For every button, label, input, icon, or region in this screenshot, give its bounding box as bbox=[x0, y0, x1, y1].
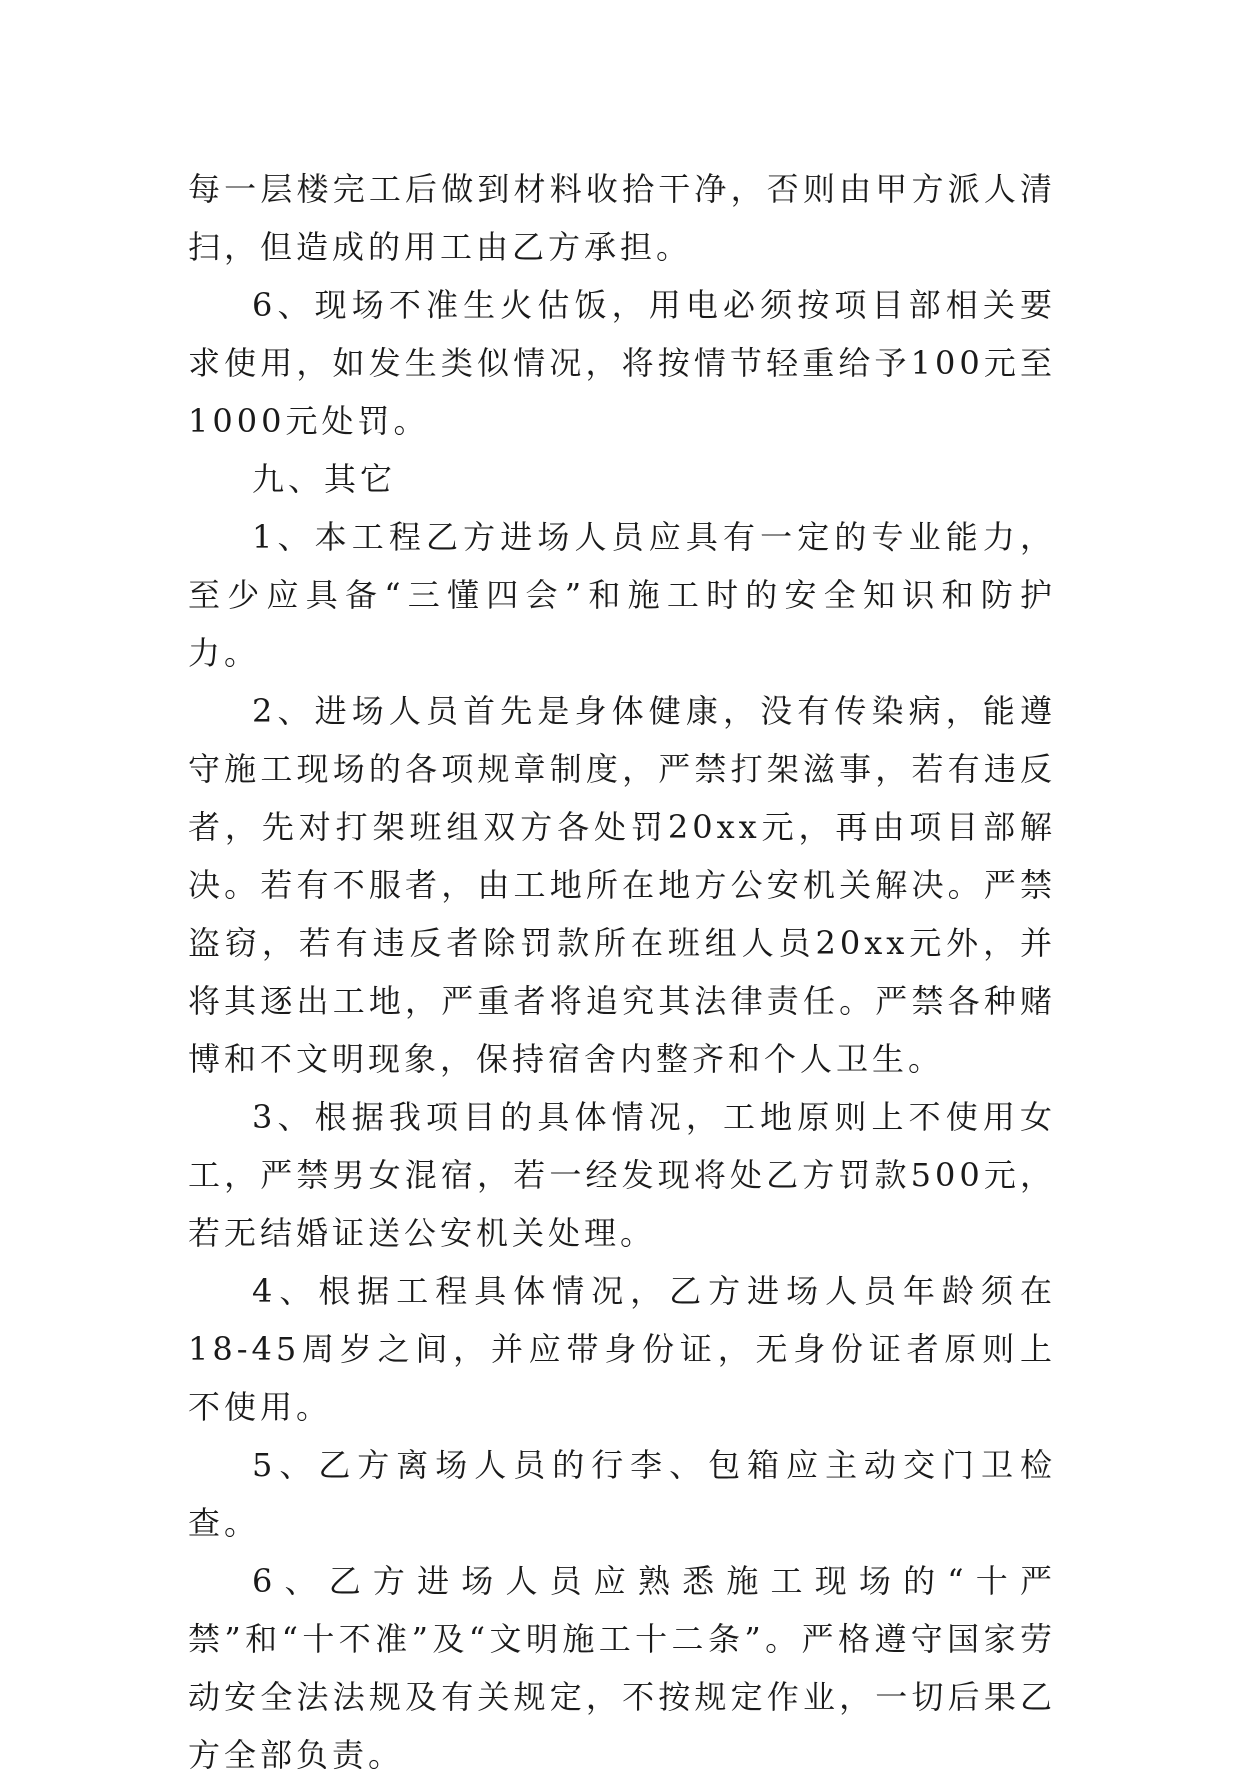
paragraph-item-6-fire: 6、现场不准生火估饭，用电必须按项目部相关要求使用，如发生类似情况，将按情节轻重给予100元至1000元处罚。 bbox=[188, 286, 1056, 440]
paragraph-continuation: 每一层楼完工后做到材料收拾干净，否则由甲方派人清扫，但造成的用工由乙方承担。 bbox=[188, 170, 1056, 266]
paragraph-item-4: 4、根据工程具体情况，乙方进场人员年龄须在18-45周岁之间，并应带身份证，无身份证者原则上不使用。 bbox=[188, 1272, 1056, 1426]
document-body bbox=[188, 160, 1056, 1784]
section-heading-other: 九、其它 bbox=[252, 460, 397, 498]
paragraph-item-3: 3、根据我项目的具体情况，工地原则上不使用女工，严禁男女混宿，若一经发现将处乙方罚款500元，若无结婚证送公安机关处理。 bbox=[188, 1098, 1056, 1252]
paragraph-item-2: 2、进场人员首先是身体健康，没有传染病，能遵守施工现场的各项规章制度，严禁打架滋事，若有违反者，先对打架班组双方各处罚20xx元，再由项目部解决。若有不服者，由工地所在地方公安机关解决。严禁盗窃，若有违反者除罚款所在班组人员20xx元外，并将其逐出工地，严重者将追究其法律责任。严禁各种赌博和不文明现象，保持宿舍内整齐和个人卫生。 bbox=[188, 692, 1056, 1078]
paragraph-item-5: 5、乙方离场人员的行李、包箱应主动交门卫检查。 bbox=[188, 1446, 1056, 1542]
paragraph-item-6: 6、乙方进场人员应熟悉施工现场的“十严禁”和“十不准”及“文明施工十二条”。严格遵守国家劳动安全法法规及有关规定，不按规定作业，一切后果乙方全部负责。 bbox=[188, 1562, 1056, 1774]
paragraph-item-1: 1、本工程乙方进场人员应具有一定的专业能力，至少应具备“三懂四会”和施工时的安全知识和防护力。 bbox=[188, 518, 1056, 672]
